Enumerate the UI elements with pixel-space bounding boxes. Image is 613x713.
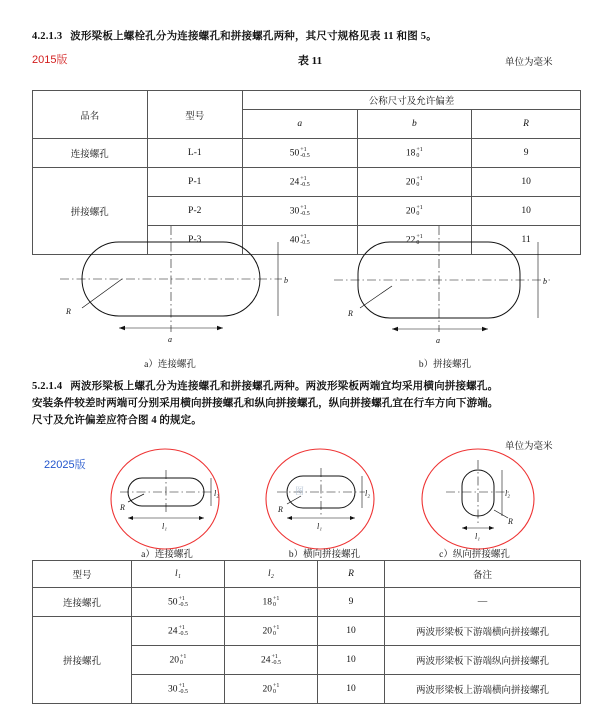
- cell-a-value: 50: [289, 148, 300, 159]
- header-R-2: R: [318, 561, 385, 588]
- cell-R-2: 10: [318, 617, 385, 646]
- cell-a-lower: -0.5: [300, 153, 310, 159]
- figure-4c-label: c）纵向拼接螺孔: [439, 550, 510, 560]
- version-tag-22025: 22025版: [44, 459, 86, 471]
- dim-a-arrow-right: [217, 326, 223, 330]
- figure-4a-drawing: [110, 448, 225, 558]
- cell-b: [357, 139, 472, 168]
- header-model: 型号: [147, 91, 242, 139]
- cell-l2-value: 20: [262, 626, 273, 637]
- header-l1: l₁: [132, 561, 225, 588]
- cell-a-value: 30: [289, 206, 300, 217]
- cell-model: L-1: [147, 139, 242, 168]
- figure-4b-drawing: [265, 448, 380, 558]
- cell-a-upper: +1: [300, 204, 307, 211]
- cell-l1: [132, 675, 225, 704]
- cell-b-lower: 0: [416, 153, 420, 159]
- cell-b-value: 20: [405, 177, 416, 188]
- cell-a: [242, 197, 357, 226]
- label-R-a: R: [66, 307, 71, 316]
- clause-4213-number: 4.2.1.3: [32, 31, 63, 42]
- table-row: [33, 588, 581, 617]
- cell-l1-value: 20: [169, 655, 180, 666]
- figure-5a-label: a）连接螺孔: [144, 360, 196, 370]
- cell-b: [357, 197, 472, 226]
- label-a-b: a: [436, 336, 440, 345]
- label-l2-4a: l₂: [214, 489, 220, 498]
- cell-b-lower: 0: [416, 240, 420, 246]
- header-remark: 备注: [385, 561, 581, 588]
- cell-l2-lower: 0: [273, 602, 277, 608]
- clause-5214-line1: 两波形梁板上螺孔分为连接螺孔和拼接螺孔两种。两波形梁板两端宜均采用横向拼接螺孔。: [70, 381, 499, 392]
- cell-l2: [225, 617, 318, 646]
- table-row: [33, 168, 581, 197]
- label-l2-4b: l₂: [365, 489, 371, 498]
- dim-a-arrow-left-b: [392, 327, 398, 331]
- cell-a-lower: -0.5: [300, 240, 310, 246]
- label-a-a: a: [168, 335, 172, 344]
- table-row: [33, 139, 581, 168]
- cell-l2: [225, 646, 318, 675]
- cell-l1: [132, 646, 225, 675]
- label-R-4b: R: [278, 505, 283, 514]
- label-l1-4b: l₁: [317, 522, 323, 531]
- cell-l2-value: 24: [261, 655, 271, 666]
- cell-b-value: 22: [405, 235, 416, 246]
- version-tag-2015: 2015版: [32, 54, 68, 66]
- annotation-circle-a: [111, 449, 219, 549]
- cell-R-2: 9: [318, 588, 385, 617]
- cell-b: [357, 168, 472, 197]
- radius-leader-4a: [128, 494, 144, 502]
- figure-5a-drawing: [60, 228, 290, 348]
- cell-l1: [132, 588, 225, 617]
- cell-l1-upper: +1: [178, 595, 185, 602]
- figure-5b-drawing: [330, 228, 560, 348]
- cell-l1-lower: -0.5: [178, 631, 188, 637]
- table-row: [33, 617, 581, 646]
- annotation-circle-b: [266, 449, 374, 549]
- cell-R: 10: [472, 197, 581, 226]
- cell-l2-lower: -0.5: [271, 660, 281, 666]
- cell-a-upper: +1: [300, 233, 307, 240]
- label-R-b: R: [348, 309, 353, 318]
- cell-model: P-3: [147, 226, 242, 255]
- header-name: 品名: [33, 91, 148, 139]
- cell-l2-value: 20: [262, 684, 273, 695]
- cell-R: 9: [472, 139, 581, 168]
- dim-l1-arrow-right-4b: [350, 516, 355, 520]
- cell-l1-value: 30: [168, 684, 178, 695]
- cell-l1-upper: +1: [178, 682, 185, 689]
- cell-a: [242, 168, 357, 197]
- cell-b-upper: +1: [416, 175, 423, 182]
- cell-b-lower: 0: [416, 182, 420, 188]
- label-l1-4c: l₁: [475, 532, 481, 541]
- cell-a-lower: -0.5: [300, 182, 310, 188]
- cell-l2-upper: +1: [273, 624, 280, 631]
- cell-l1: [132, 617, 225, 646]
- cell-b-upper: +1: [416, 233, 423, 240]
- cell-name: 连接螺孔: [33, 139, 148, 168]
- clause-4213-text: 波形梁板上螺栓孔分为连接螺孔和拼接螺孔两种，其尺寸规格见表 11 和图 5。: [70, 31, 437, 42]
- header-group: 公称尺寸及允许偏差: [242, 91, 580, 110]
- cell-model-2: 连接螺孔: [33, 588, 132, 617]
- radius-leader-4c: [494, 510, 508, 518]
- dim-a-arrow-left: [119, 326, 125, 330]
- figure-4a-label: a）连接螺孔: [141, 550, 193, 560]
- header-a: a: [242, 110, 357, 139]
- label-R-4a: R: [120, 503, 125, 512]
- cell-b-value: 20: [405, 206, 416, 217]
- radius-leader-b: [360, 286, 392, 308]
- clause-5214: [32, 378, 592, 395]
- cell-model-2: 拼接螺孔: [33, 617, 132, 704]
- clause-5214-number: 5.2.1.4: [32, 381, 63, 392]
- cell-b-upper: +1: [416, 146, 423, 153]
- cell-l1-upper: +1: [180, 653, 187, 660]
- dim-l1-arrow-right-4c: [489, 526, 494, 530]
- cell-model: P-1: [147, 168, 242, 197]
- cell-R: 11: [472, 226, 581, 255]
- cell-b-upper: +1: [416, 204, 423, 211]
- table-row: [33, 561, 581, 588]
- cell-remark: 两波形梁板下游端横向拼接螺孔: [385, 617, 581, 646]
- cell-l1-lower: -0.5: [178, 689, 188, 695]
- cell-remark: 两波形梁板上游端横向拼接螺孔: [385, 675, 581, 704]
- dim-l1-arrow-left-4a: [128, 516, 133, 520]
- cell-l1-value: 24: [168, 626, 178, 637]
- dim-l1-arrow-left-4b: [287, 516, 292, 520]
- figure-4-table: [32, 560, 581, 704]
- clause-5214-line3: 尺寸及允许偏差应符合图 4 的规定。: [32, 415, 202, 426]
- cell-a: [242, 139, 357, 168]
- cell-a-value: 40: [289, 235, 300, 246]
- table-11-caption: 表 11: [297, 55, 323, 67]
- label-l1-4a: l₁: [162, 522, 168, 531]
- cell-a-lower: -0.5: [300, 211, 310, 217]
- header-l2: l₂: [225, 561, 318, 588]
- cell-l1-lower: -0.5: [178, 602, 188, 608]
- dim-a-arrow-right-b: [482, 327, 488, 331]
- cell-b-value: 18: [405, 148, 416, 159]
- clause-5214-line2: 安装条件较差时两端可分别采用横向拼接螺孔和纵向拼接螺孔，纵向拼接螺孔宜在行车方向下游端。: [32, 398, 499, 409]
- cell-remark: —: [385, 588, 581, 617]
- label-b-a: b: [284, 276, 288, 285]
- label-l2-4c: l₂: [505, 489, 511, 498]
- cell-l2: [225, 588, 318, 617]
- cell-l2-upper: +1: [273, 595, 280, 602]
- table-row: [33, 91, 581, 110]
- cell-R-2: 10: [318, 675, 385, 704]
- cell-a-upper: +1: [300, 175, 307, 182]
- cell-R-2: 10: [318, 646, 385, 675]
- figure-5b-label: b）拼接螺孔: [418, 360, 472, 370]
- figure-4c-drawing: [420, 448, 540, 558]
- unit-note-2: 单位为毫米: [505, 442, 553, 452]
- cell-l2-lower: 0: [273, 689, 277, 695]
- cell-a-value: 24: [289, 177, 300, 188]
- cell-R: 10: [472, 168, 581, 197]
- cell-l2: [225, 675, 318, 704]
- header-R: R: [472, 110, 581, 139]
- header-model-2: 型号: [33, 561, 132, 588]
- dim-l1-arrow-left-4c: [462, 526, 467, 530]
- unit-note-1: 单位为毫米: [505, 58, 553, 68]
- cell-name: 拼接螺孔: [33, 168, 148, 255]
- cell-b-lower: 0: [416, 211, 420, 217]
- cell-l2-upper: +1: [273, 682, 280, 689]
- cell-l1-upper: +1: [178, 624, 185, 631]
- cell-l2-upper: +1: [271, 653, 278, 660]
- cell-a-upper: +1: [300, 146, 307, 153]
- dim-l1-arrow-right-4a: [199, 516, 204, 520]
- cell-l2-value: 18: [262, 597, 273, 608]
- figure-4b-label: b）横向拼接螺孔: [288, 550, 361, 560]
- cell-l2-lower: 0: [273, 631, 277, 637]
- label-b-b: b: [543, 277, 547, 286]
- radius-leader-a: [82, 279, 122, 308]
- clause-4213: [32, 28, 592, 45]
- cell-l1-value: 50: [168, 597, 178, 608]
- header-b: b: [357, 110, 472, 139]
- label-R-4c: R: [508, 517, 513, 526]
- cell-l1-lower: 0: [180, 660, 184, 666]
- cell-remark: 两波形梁板下游端纵向拼接螺孔: [385, 646, 581, 675]
- watermark-text: 图: [295, 486, 305, 496]
- cell-model: P-2: [147, 197, 242, 226]
